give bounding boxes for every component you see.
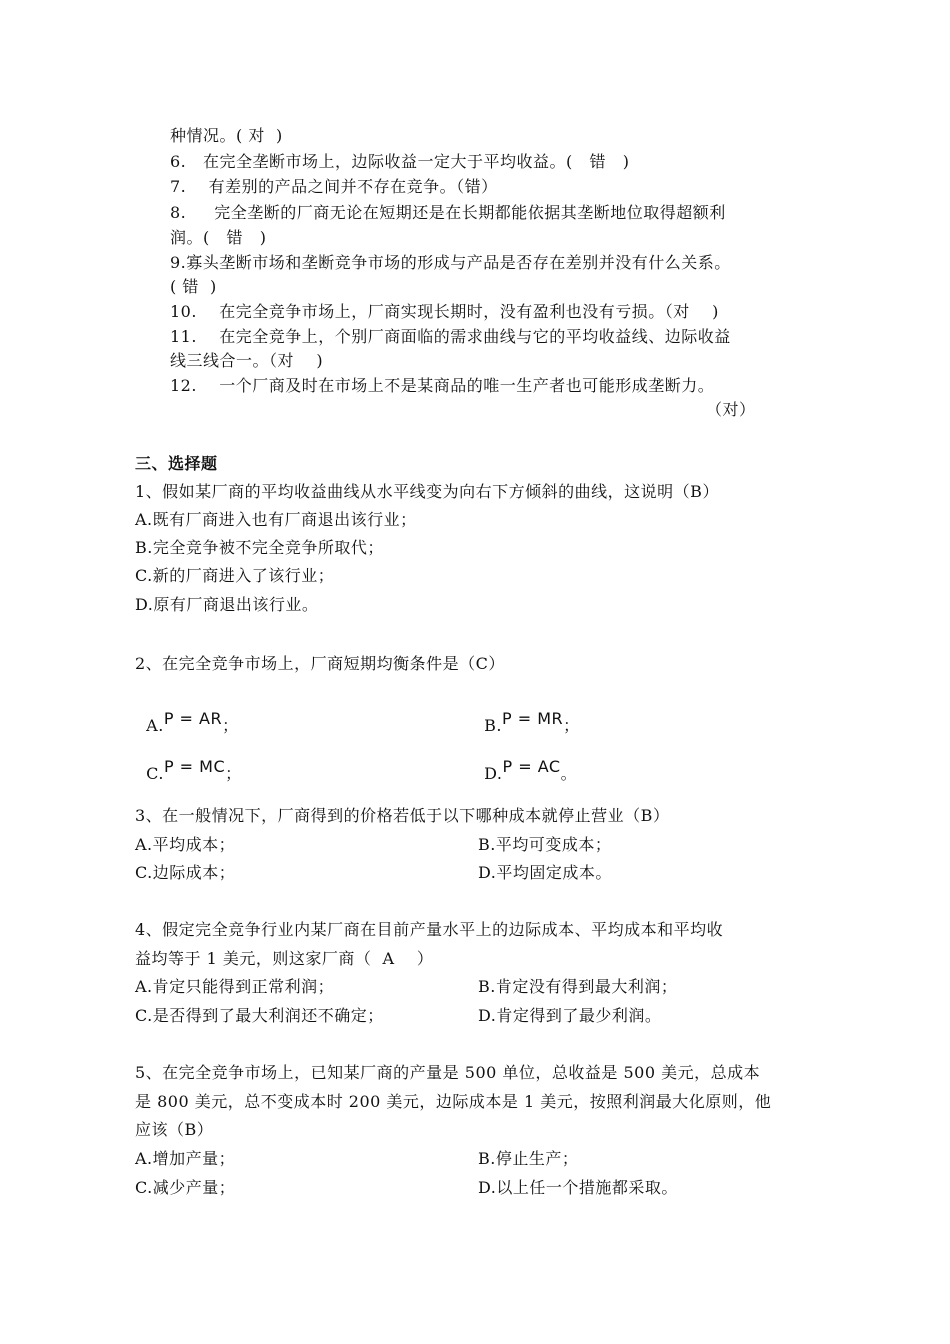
tf-item-8: 8. 完全垄断的厂商无论在短期还是在长期都能依据其垄断地位取得超额利	[170, 203, 726, 222]
q1-stem: 1、假如某厂商的平均收益曲线从水平线变为向右下方倾斜的曲线，这说明（B）	[135, 482, 719, 501]
tf-item-7: 7. 有差别的产品之间并不存在竞争。（错）	[170, 177, 498, 196]
q5-option-b: B.停止生产；	[478, 1149, 579, 1168]
tf-item-8-cont: 润。( 错 )	[170, 228, 267, 247]
q2-option-c-formula: P = MC	[163, 757, 226, 776]
q2-option-b	[473, 690, 580, 738]
q4-stem-line-2: 益均等于 1 美元，则这家厂商（ A ）	[135, 949, 434, 968]
q2-option-b-formula: P = MR	[502, 709, 564, 728]
tf-item-12: 12. 一个厂商及时在市场上不是某商品的唯一生产者也可能形成垄断力。	[170, 376, 715, 395]
tf-item-6: 6. 在完全垄断市场上，边际收益一定大于平均收益。( 错 )	[170, 152, 630, 171]
q1-option-b: B.完全竞争被不完全竞争所取代；	[135, 538, 384, 557]
tf-item-11: 11. 在完全竞争上，个别厂商面临的需求曲线与它的平均收益线、边际收益	[170, 327, 731, 346]
q3-option-d: D.平均固定成本。	[478, 863, 612, 882]
q5-stem-line-3: 应该（B）	[135, 1120, 214, 1139]
tf-item-11-cont: 线三线合一。（对 )	[170, 351, 324, 370]
q4-option-b: B.肯定没有得到最大利润；	[478, 977, 678, 996]
q1-option-d: D.原有厂商退出该行业。	[135, 595, 319, 614]
q5-option-d: D.以上任一个措施都采取。	[478, 1178, 678, 1197]
q2-option-d	[473, 738, 577, 786]
section-title: 三、选择题	[135, 454, 218, 473]
q5-option-c: C.减少产量；	[135, 1178, 236, 1197]
q2-option-a-formula: P = AR	[163, 709, 223, 728]
q4-option-d: D.肯定得到了最少利润。	[478, 1006, 662, 1025]
tf-item-9: 9.寡头垄断市场和垄断竞争市场的形成与产品是否存在差别并没有什么关系。	[170, 253, 731, 272]
q2-option-a-letter: A.	[146, 716, 164, 735]
q3-option-b: B.平均可变成本；	[478, 835, 612, 854]
q4-option-c: C.是否得到了最大利润还不确定；	[135, 1006, 384, 1025]
q2-option-b-punct: ；	[563, 716, 580, 735]
q5-option-a: A.增加产量；	[135, 1149, 236, 1168]
q3-option-c: C.边际成本；	[135, 863, 236, 882]
q2-option-d-letter: D.	[484, 764, 503, 783]
q2-option-a	[135, 690, 239, 738]
q2-option-d-punct: 。	[560, 764, 578, 783]
q5-stem-line-2: 是 800 美元，总不变成本时 200 美元，边际成本是 1 美元，按照利润最大化原则，他	[135, 1092, 772, 1111]
q2-option-c-letter: C.	[146, 764, 164, 783]
q1-option-c: C.新的厂商进入了该行业；	[135, 566, 335, 585]
q3-option-a: A.平均成本；	[135, 835, 236, 854]
q4-option-a: A.肯定只能得到正常利润；	[135, 977, 335, 996]
q3-stem: 3、在一般情况下，厂商得到的价格若低于以下哪种成本就停止营业（B）	[135, 806, 670, 825]
q1-option-a: A.既有厂商进入也有厂商退出该行业；	[135, 510, 417, 529]
tf-line-1: 种情况。( 对 )	[170, 126, 283, 145]
tf-item-9-cont: ( 错 )	[170, 277, 217, 296]
tf-item-10: 10. 在完全竞争市场上，厂商实现长期时，没有盈利也没有亏损。（对 )	[170, 302, 719, 321]
q5-stem-line-1: 5、在完全竞争市场上，已知某厂商的产量是 500 单位，总收益是 500 美元，总成本	[135, 1063, 761, 1082]
q2-option-b-letter: B.	[484, 716, 503, 735]
q2-option-a-punct: ；	[222, 716, 239, 735]
q2-stem: 2、在完全竞争市场上，厂商短期均衡条件是（C）	[135, 654, 505, 673]
tf-item-12-answer: （对）	[706, 400, 756, 419]
q4-stem-line-1: 4、假定完全竞争行业内某厂商在目前产量水平上的边际成本、平均成本和平均收	[135, 920, 724, 939]
q2-option-c-punct: ；	[225, 764, 242, 783]
q2-option-c	[135, 738, 242, 786]
q2-option-d-formula: P = AC	[502, 757, 561, 776]
